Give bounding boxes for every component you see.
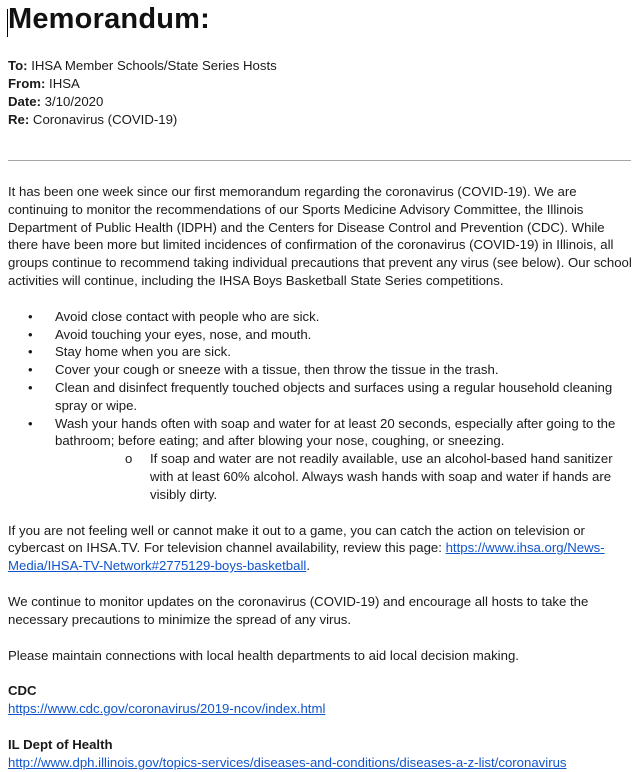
- from-line: [8, 75, 277, 93]
- bullet-icon: •: [28, 379, 33, 395]
- list-item-text: Cover your cough or sneeze with a tissue, then throw the tissue in the trash.: [55, 362, 499, 378]
- list-item-text: Wash your hands often with soap and water for at least 20 seconds, especially after going to the bathroom; before eating; and after blowing your nose, coughing, or sneezing.: [55, 415, 616, 449]
- il-health-label: IL Dept of Health: [8, 736, 113, 752]
- horizontal-rule: [8, 160, 631, 161]
- tv-end: .: [306, 558, 310, 574]
- date-label: Date:: [8, 94, 41, 109]
- list-item: [8, 361, 633, 379]
- bullet-icon: •: [28, 362, 33, 378]
- tv-paragraph: [8, 522, 633, 575]
- il-health-link[interactable]: http://www.dph.illinois.gov/topics-services/diseases-and-conditions/diseases-a-z-list/coronavirus: [8, 754, 567, 770]
- health-departments-paragraph: Please maintain connections with local health departments to aid local decision making.: [8, 647, 519, 663]
- intro-paragraph: It has been one week since our first memorandum regarding the coronavirus (COVID-19). We are continuing to monitor the recommendations of our Sports Medicine Advisory Committee, the Illinois Department of Public Health (IDPH) and the Centers for Disease Control and Prevention (CDC). While there have been more but limited incidences of confirmation of the coronavirus (COVID-19) in Illinois, all groups continue to recommend taking individual precautions that prevent any virus (see below). Our school activities will continue, including the IHSA Boys Basketball State Series competitions.: [8, 184, 632, 288]
- bullet-icon: •: [28, 326, 33, 342]
- to-line: [8, 57, 277, 75]
- circle-bullet-icon: o: [125, 451, 133, 467]
- list-item: [8, 343, 633, 361]
- tv-text: If you are not feeling well or cannot make it out to a game, you can catch the action on television or cybercast on IHSA.TV. For television channel availability, review this page:: [8, 522, 585, 556]
- precautions-list: [8, 308, 633, 504]
- list-item-text: Stay home when you are sick.: [55, 344, 231, 360]
- date-line: [8, 93, 277, 111]
- cdc-label: CDC: [8, 683, 37, 699]
- re-value: Coronavirus (COVID-19): [32, 112, 178, 127]
- sub-list: [55, 450, 633, 503]
- memo-body: [8, 183, 633, 772]
- sub-list-item-text: If soap and water are not readily available, use an alcohol-based hand sanitizer with at least 60% alcohol. Always wash hands with soap and water if hands are visibly dirty.: [150, 451, 613, 502]
- from-label: From:: [8, 76, 46, 91]
- list-item-text: Clean and disinfect frequently touched objects and surfaces using a regular household cleaning spray or wipe.: [55, 379, 613, 413]
- list-item: [8, 379, 633, 415]
- bullet-icon: •: [28, 344, 33, 360]
- monitor-paragraph: We continue to monitor updates on the coronavirus (COVID-19) and encourage all hosts to take the necessary precautions to minimize the spread of any virus.: [8, 593, 589, 627]
- list-item: [8, 415, 633, 504]
- cdc-link[interactable]: https://www.cdc.gov/coronavirus/2019-ncov/index.html: [8, 701, 326, 717]
- memo-header: [8, 57, 277, 129]
- list-item-text: Avoid touching your eyes, nose, and mouth.: [55, 326, 312, 342]
- sub-list-item: [55, 450, 633, 503]
- list-item: [8, 326, 633, 344]
- from-value: IHSA: [49, 76, 80, 91]
- list-item: [8, 308, 633, 326]
- ihsa-tv-link[interactable]: https://www.ihsa.org/News-Media/IHSA-TV-Network#2775129-boys-basketball: [8, 540, 605, 574]
- bullet-icon: •: [28, 415, 33, 431]
- memo-title: Memorandum:: [8, 3, 210, 35]
- to-value: IHSA Member Schools/State Series Hosts: [31, 58, 277, 73]
- date-value: 3/10/2020: [44, 94, 104, 109]
- re-label: Re:: [8, 112, 30, 127]
- re-line: [8, 111, 277, 129]
- to-label: To:: [8, 58, 28, 73]
- list-item-text: Avoid close contact with people who are sick.: [55, 308, 320, 324]
- bullet-icon: •: [28, 308, 33, 324]
